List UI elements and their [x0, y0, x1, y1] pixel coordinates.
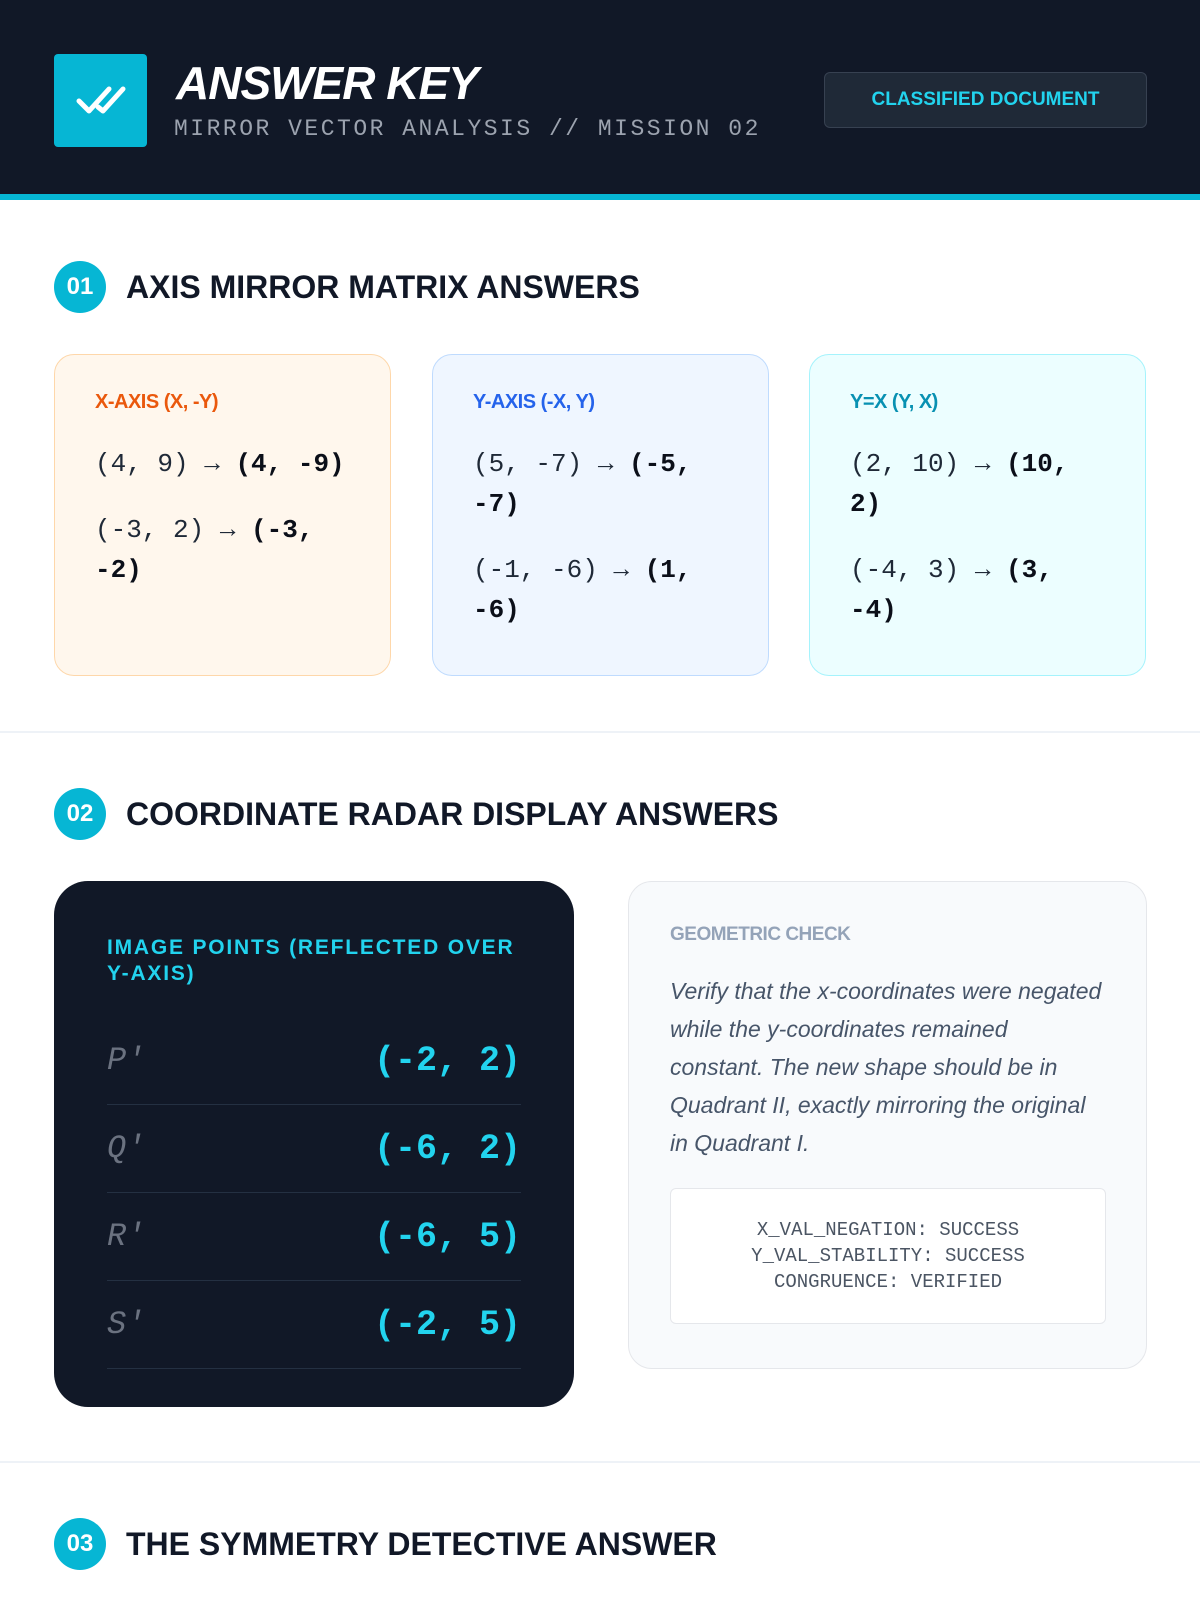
check-label: GEOMETRIC CHECK [670, 924, 851, 945]
source-point: (-3, 2) → [95, 515, 236, 545]
logo [54, 54, 147, 147]
source-point: (4, 9) → [95, 449, 220, 479]
point-value: (-6, 2) [373, 1128, 521, 1169]
card-label: Y=X (Y, X) [850, 391, 938, 413]
point-name: R' [107, 1218, 146, 1255]
radar-label: IMAGE POINTS (REFLECTED OVER Y-AXIS) [107, 936, 515, 985]
point-row [107, 1017, 521, 1105]
section-heading-02 [54, 788, 779, 840]
y-equals-x-card [809, 354, 1146, 676]
point-row [107, 1281, 521, 1369]
section-number: 03 [54, 1518, 106, 1570]
mapping-row [95, 444, 350, 484]
image-point: (10, 2) [850, 449, 1069, 519]
card-label: Y-AXIS (-X, Y) [473, 391, 595, 413]
point-name: P' [107, 1042, 146, 1079]
image-point: (4, -9) [235, 449, 345, 479]
section-divider [0, 1461, 1200, 1463]
section-heading-03 [54, 1518, 717, 1570]
section-title: AXIS MIRROR MATRIX ANSWERS [126, 268, 640, 305]
mapping-row [850, 550, 1105, 630]
image-point: (-3, -2) [95, 515, 314, 585]
section-number: 01 [54, 261, 106, 313]
point-name: S' [107, 1306, 146, 1343]
image-point: (-5, -7) [473, 449, 692, 519]
source-point: (2, 10) → [850, 449, 991, 479]
x-axis-card [54, 354, 391, 676]
radar-panel [54, 881, 574, 1407]
section-heading-01 [54, 261, 640, 313]
point-row [107, 1193, 521, 1281]
page-title: ANSWER KEY [176, 57, 478, 109]
card-label: X-AXIS (X, -Y) [95, 391, 219, 413]
mapping-row [850, 444, 1105, 524]
mapping-row [473, 444, 728, 524]
section-number: 02 [54, 788, 106, 840]
section-title: THE SYMMETRY DETECTIVE ANSWER [126, 1525, 717, 1562]
status-line: X_VAL_NEGATION: SUCCESS [756, 1219, 1020, 1241]
source-point: (-1, -6) → [473, 555, 630, 585]
section-divider [0, 731, 1200, 733]
mapping-row [473, 550, 728, 630]
geometric-check-panel [628, 881, 1147, 1369]
source-point: (5, -7) → [473, 449, 614, 479]
point-value: (-6, 5) [373, 1216, 521, 1257]
image-point: (3, -4) [850, 555, 1053, 625]
status-line: Y_VAL_STABILITY: SUCCESS [751, 1245, 1025, 1267]
mapping-row [95, 510, 350, 590]
point-name: Q' [107, 1130, 146, 1167]
source-point: (-4, 3) → [850, 555, 991, 585]
double-check-icon [76, 82, 126, 118]
image-point: (1, -6) [473, 555, 692, 625]
page-subtitle: MIRROR VECTOR ANALYSIS // MISSION 02 [174, 116, 761, 142]
status-line: CONGRUENCE: VERIFIED [773, 1271, 1003, 1293]
section-title: COORDINATE RADAR DISPLAY ANSWERS [126, 795, 779, 832]
check-text: Verify that the x-coordinates were negated while the y-coordinates remained constant. The new shape should be in Quadrant II, exactly mirroring the original in Quadrant I. [670, 978, 1102, 1156]
y-axis-card [432, 354, 769, 676]
status-box [670, 1188, 1106, 1324]
classified-badge: CLASSIFIED DOCUMENT [824, 72, 1147, 128]
point-value: (-2, 5) [373, 1304, 521, 1345]
point-row [107, 1105, 521, 1193]
page-header [0, 0, 1200, 200]
point-value: (-2, 2) [373, 1040, 521, 1081]
